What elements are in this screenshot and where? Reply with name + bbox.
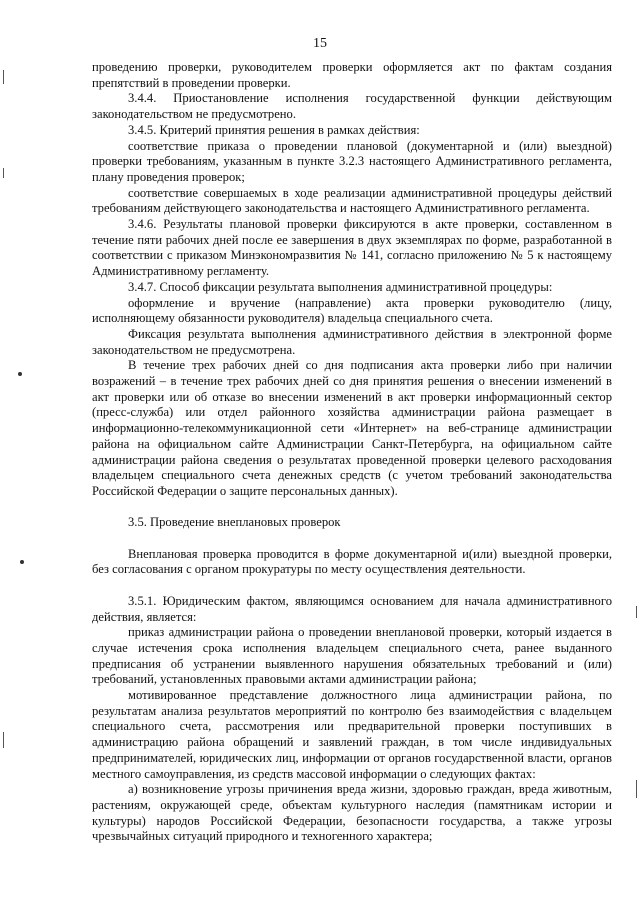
- paragraph: В течение трех рабочих дней со дня подписания акта проверки либо при наличии возражений – в течение трех рабочих дней со дня принятия решения о внесении изменений в акт проверки или об отказе во внесении изменений в акт проверки информационный сектор (пресс-служба) или отдел районного хозяйства администрации района размещает в информационно-телекоммуникационной сети «Интернет» на веб-странице администрации района на официальном сайте Администрации Санкт-Петербурга, на официальном сайте администрации района сведения о результатах проведенной проверки целевого расходования владельцем специального счета денежных средств (с учетом требований законодательства Российской Федерации о защите персональных данных).: [92, 358, 612, 498]
- paragraph: 3.5.1. Юридическим фактом, являющимся основанием для начала административного действия, является:: [92, 593, 612, 624]
- paragraph-spacer: [92, 578, 612, 594]
- scan-edge-mark: [3, 732, 4, 748]
- paragraph: оформление и вручение (направление) акта проверки руководителю (лицу, исполняющему обязанности руководителя) владельца специального счета.: [92, 295, 612, 326]
- paragraph: а) возникновение угрозы причинения вреда жизни, здоровью граждан, вреда животным, растениям, окружающей среде, объектам культурного наследия (памятникам истории и культуры) народов Российской Федерации, безопасности государства, а также угрозы чрезвычайных ситуаций природного и техногенного характера;: [92, 782, 612, 844]
- scan-edge-mark: [3, 70, 4, 84]
- scan-dot: [18, 372, 22, 376]
- paragraph: Фиксация результата выполнения административного действия в электронной форме законодательством не предусмотрена.: [92, 326, 612, 357]
- page-number: 15: [313, 36, 327, 51]
- paragraph: соответствие приказа о проведении плановой (документарной и (или) выездной) проверки требованиям, указанным в пункте 3.2.3 настоящего Административного регламента, плану проведения проверок;: [92, 138, 612, 184]
- paragraph: 3.4.7. Способ фиксации результата выполнения административной процедуры:: [128, 279, 553, 294]
- paragraph: Внеплановая проверка проводится в форме документарной и(или) выездной проверки, без согласования с органом прокуратуры по месту осуществления деятельности.: [92, 546, 612, 577]
- paragraph-spacer: [92, 500, 612, 516]
- paragraph: 3.4.5. Критерий принятия решения в рамках действия:: [128, 122, 420, 137]
- paragraph: 3.4.4. Приостановление исполнения государственной функции действующим законодательством не предусмотрено.: [92, 91, 612, 122]
- paragraph: мотивированное представление должностного лица администрации района, по результатам анализа результатов мероприятий по контролю без взаимодействия с владельцем специального счета, рассмотрения или предварительной проверки поступивших в администрацию района обращений и заявлений граждан, в том числе индивидуальных предпринимателей, юридических лиц, информации от органов государственной власти, органов местного самоуправления, из средств массовой информации о следующих фактах:: [92, 688, 612, 781]
- paragraph: 3.4.6. Результаты плановой проверки фиксируются в акте проверки, составленном в течение пяти рабочих дней после ее завершения в двух экземплярах по форме, разработанной в соответствии с приказом Минэкономразвития № 141, согласно приложению № 5 к настоящему Административному регламенту.: [92, 217, 612, 279]
- paragraph: проведению проверки, руководителем проверки оформляется акт по фактам создания препятствий в проведении проверки.: [92, 60, 612, 90]
- paragraph: 3.5. Проведение внеплановых проверок: [128, 515, 341, 530]
- scan-dot: [20, 560, 24, 564]
- scan-edge-mark: [3, 168, 4, 178]
- paragraph: приказ администрации района о проведении внеплановой проверки, который издается в случае истечения срока исполнения владельцем специального счета, ранее выданного предписания об устранении выявленного нарушения обязательных требований и (или) требований, установленных правовыми актами администрации района;: [92, 625, 612, 687]
- scan-edge-mark: [636, 606, 637, 618]
- paragraph: соответствие совершаемых в ходе реализации административной процедуры действий требованиям действующего законодательства и настоящего Административного регламента.: [92, 185, 612, 216]
- paragraph-spacer: [92, 531, 612, 547]
- scan-edge-mark: [636, 780, 637, 798]
- document-body: [92, 60, 612, 845]
